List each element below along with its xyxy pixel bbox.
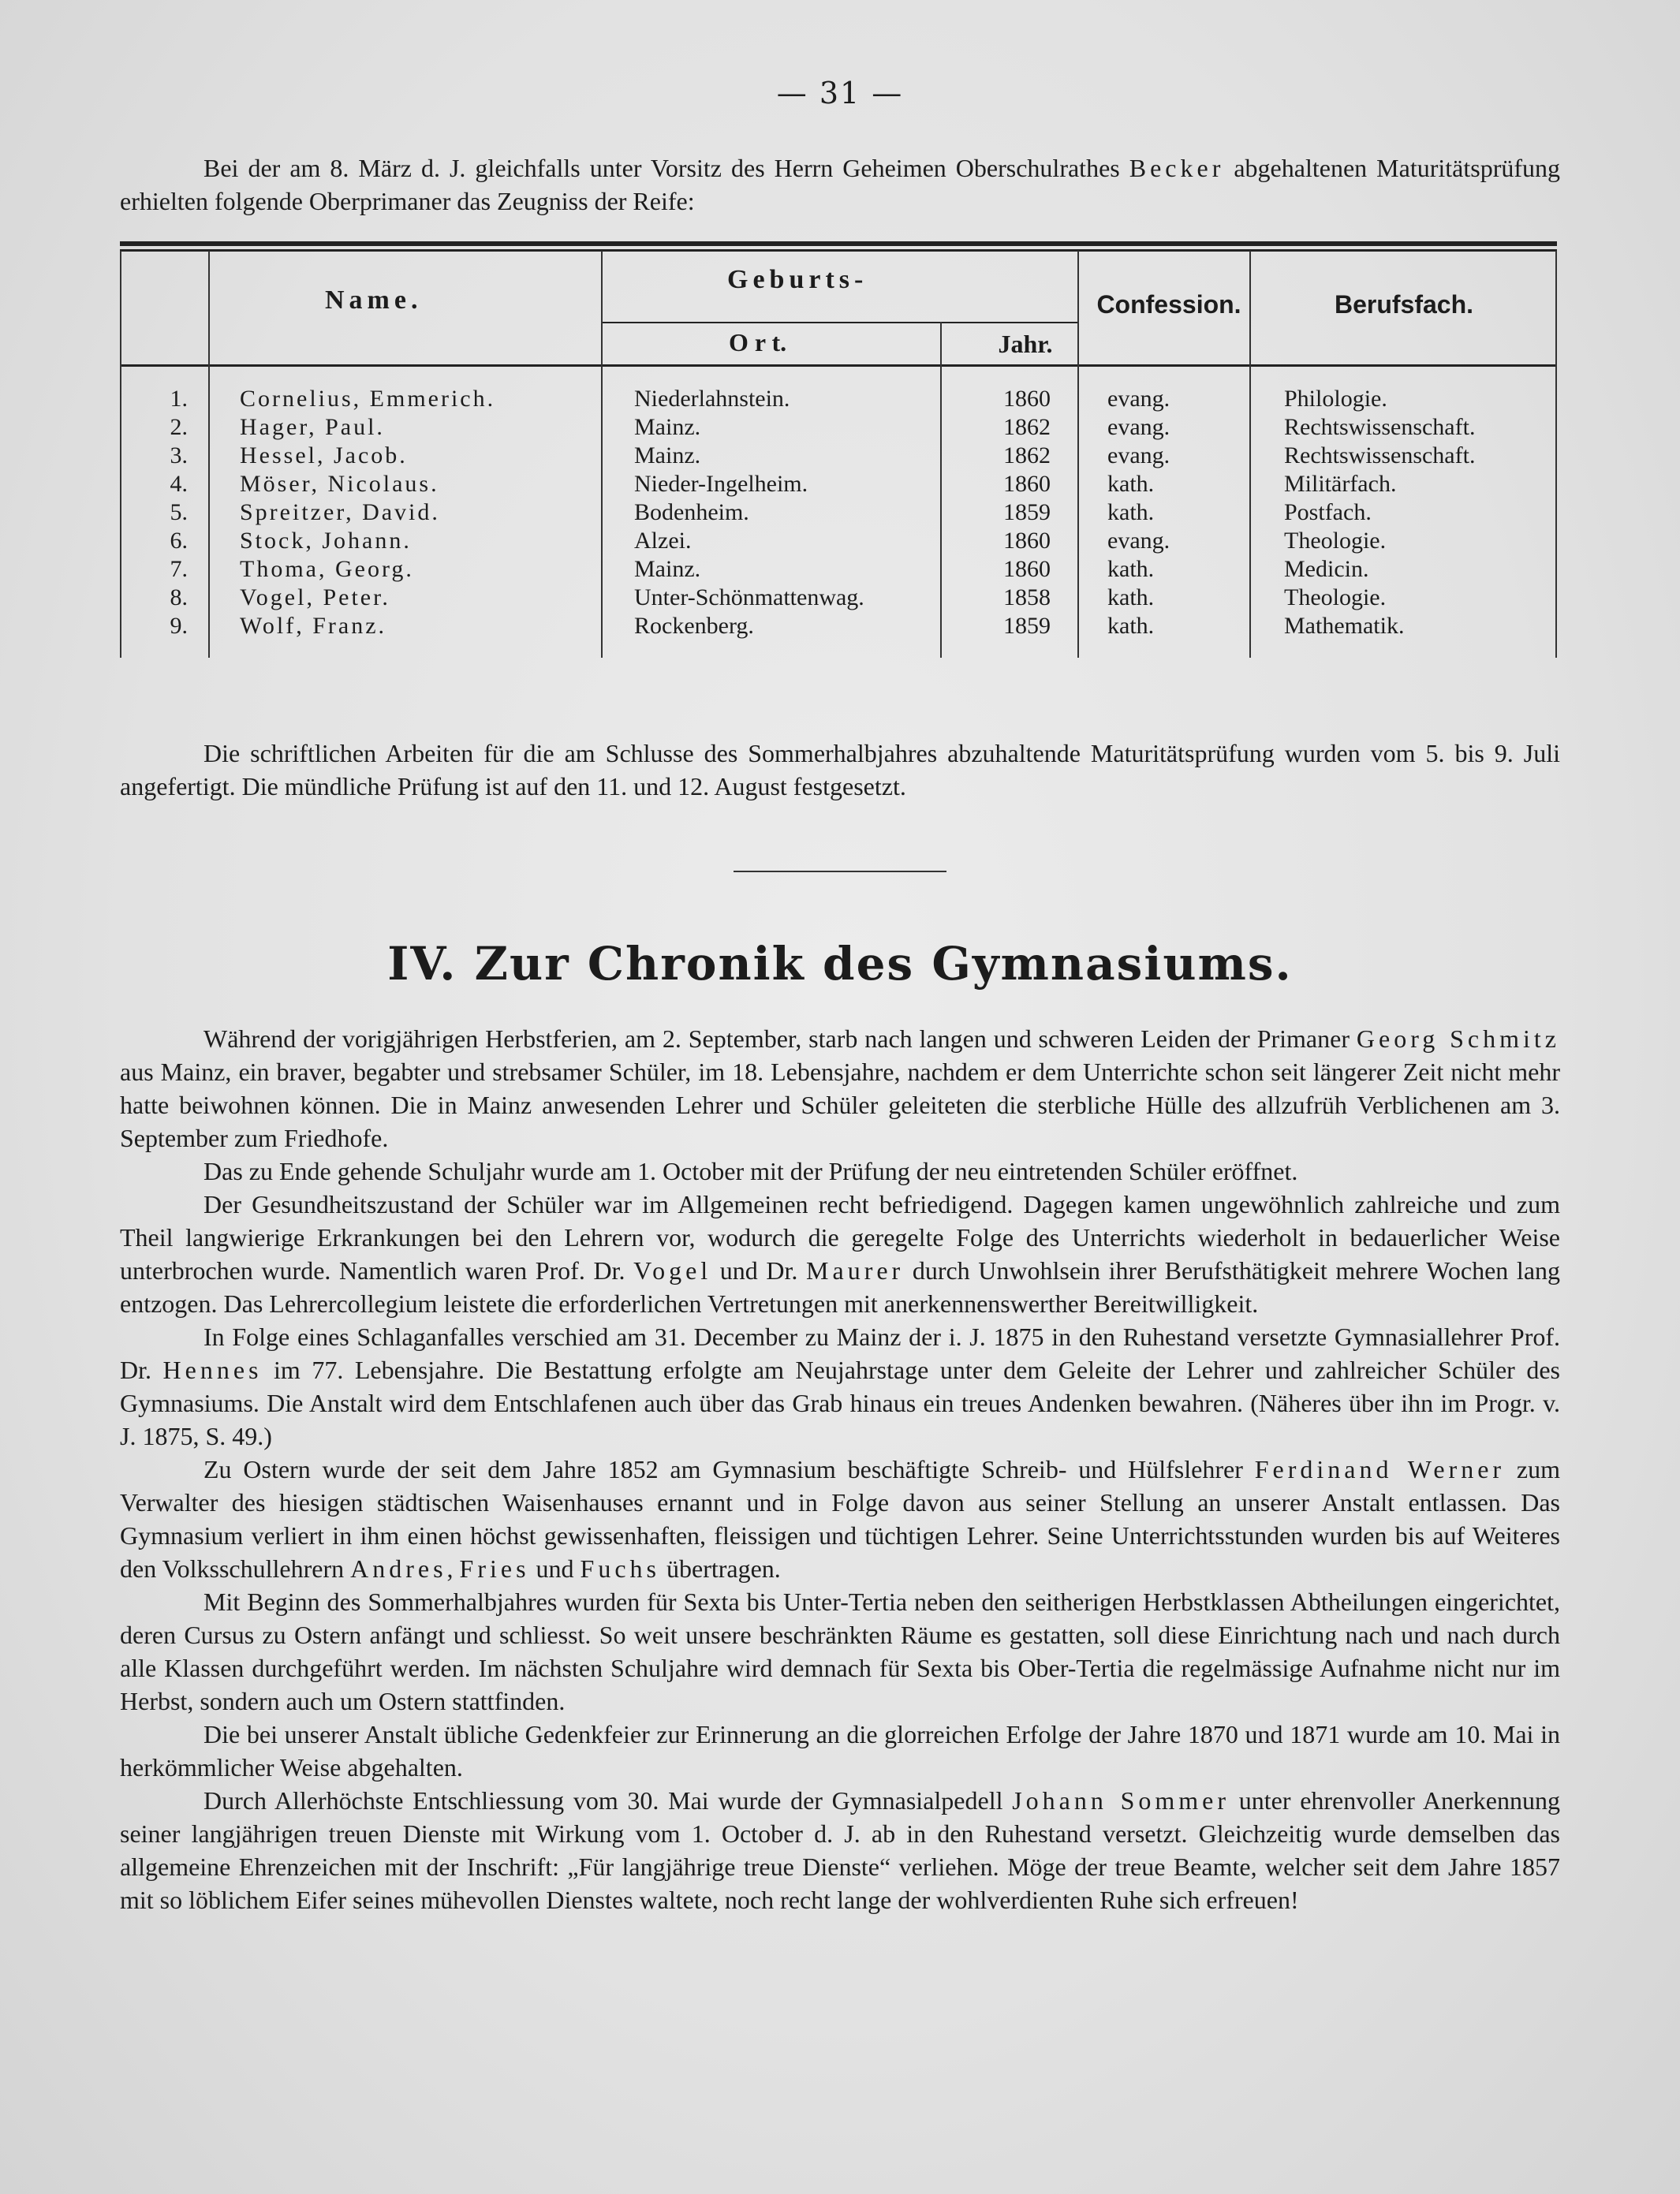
cell-berufsfach: Mathematik.: [1284, 613, 1405, 639]
cell-nr: 5.: [170, 499, 188, 525]
cell-berufsfach: Rechtswissenschaft.: [1284, 414, 1476, 440]
text: und: [529, 1554, 581, 1583]
cell-name: Thoma, Georg.: [240, 556, 414, 582]
header-geburts: Geburts-: [727, 265, 868, 294]
cell-ort: Alzei.: [634, 528, 692, 554]
header-berufsfach: Berufsfach.: [1334, 290, 1474, 319]
cell-jahr: 1859: [1003, 499, 1051, 525]
chronik-p2: Das zu Ende gehende Schuljahr wurde am 1. October mit der Prüfung der neu eintretenden Schüler eröffnet.: [203, 1157, 1298, 1185]
cell-jahr: 1860: [1003, 528, 1051, 554]
intro-text-2: abgehaltenen Maturitätsprüfung erhielten folgende Oberprimaner das Zeugniss der Reife:: [120, 154, 1561, 215]
text: Zu Ostern wurde der seit dem Jahre 1852 am Gymnasium beschäftigte Schreib- und Hülfslehrer: [203, 1455, 1255, 1483]
table-row: [120, 442, 1557, 470]
cell-ort: Niederlahnstein.: [634, 386, 790, 412]
cell-name: Cornelius, Emmerich.: [240, 386, 496, 412]
chronik-p1: [120, 1022, 1560, 1155]
cell-nr: 8.: [170, 584, 188, 610]
table-row: [120, 555, 1557, 584]
cell-name: Wolf, Franz.: [240, 613, 387, 639]
header-confession: Confession.: [1096, 290, 1241, 319]
cell-nr: 6.: [170, 528, 188, 554]
header-jahr: Jahr.: [998, 330, 1053, 358]
text: Während der vorigjährigen Herbstferien, am 2. September, starb nach langen und schweren Leiden der Primaner: [203, 1024, 1357, 1053]
cell-berufsfach: Rechtswissenschaft.: [1284, 442, 1476, 468]
cell-ort: Nieder-Ingelheim.: [634, 471, 808, 497]
name-fuchs: Fuchs: [580, 1554, 660, 1583]
table-row: [120, 470, 1557, 498]
chronik-body: [120, 1022, 1560, 1916]
cell-jahr: 1860: [1003, 386, 1051, 412]
text: Durch Allerhöchste Entschliessung vom 30. Mai wurde der Gymnasialpedell: [203, 1786, 1013, 1815]
cell-jahr: 1858: [1003, 584, 1051, 610]
name-ferdinand-werner: Ferdinand Werner: [1254, 1455, 1506, 1483]
cell-confession: evang.: [1107, 528, 1170, 554]
schriftlich-paragraph: [120, 737, 1560, 803]
cell-confession: kath.: [1107, 556, 1155, 582]
intro-text-1: Bei der am 8. März d. J. gleichfalls unter Vorsitz des Herrn Geheimen Oberschulrathes: [203, 154, 1129, 182]
page-number: — 31 —: [776, 76, 904, 110]
text: zum Verwalter des hiesigen städtischen Waisenhauses ernannt und in Folge davon aus seiner Stellung an unserer Anstalt entlassen. Das Gymnasium verliert in ihm einen höchst gewissenhaften, fleissigen und tüchtigen Lehrer. Seine Unterrichtsstunden wurden bis auf Weiteres den Volksschullehrern: [120, 1455, 1561, 1583]
text: In Folge eines Schlaganfalles verschied am 31. December zu Mainz der i. J. 1875 in den Ruhestand versetzte Gymnasiallehrer Prof. Dr.: [120, 1323, 1560, 1384]
intro-paragraph: [120, 151, 1560, 218]
cell-berufsfach: Postfach.: [1284, 499, 1372, 525]
cell-berufsfach: Medicin.: [1284, 556, 1369, 582]
cell-name: Vogel, Peter.: [240, 584, 390, 610]
cell-nr: 2.: [170, 414, 188, 440]
name-vogel: Vogel: [633, 1256, 712, 1285]
cell-confession: kath.: [1107, 584, 1155, 610]
table-row: [120, 584, 1557, 612]
cell-berufsfach: Theologie.: [1284, 528, 1387, 554]
cell-confession: evang.: [1107, 442, 1170, 468]
text: Der Gesundheitszustand der Schüler war im Allgemeinen recht befriedigend. Dagegen kamen ungewöhnlich zahlreiche und zum Theil langwierige Erkrankungen bei den Lehrern vor, wodurch die geregelte Folge des Unterrichts wiederholt in bedauerlicher Weise unterbrochen wurde. Namentlich waren Prof. Dr.: [120, 1190, 1560, 1285]
cell-ort: Mainz.: [634, 414, 701, 440]
table-header-rule: [120, 364, 1557, 367]
cell-confession: kath.: [1107, 471, 1155, 497]
cell-jahr: 1860: [1003, 556, 1051, 582]
name-fries: Fries: [459, 1554, 530, 1583]
maturity-table: [120, 241, 1557, 658]
cell-confession: kath.: [1107, 499, 1155, 525]
chronik-p4: [120, 1320, 1560, 1453]
cell-jahr: 1862: [1003, 442, 1051, 468]
table-row: [120, 498, 1557, 527]
cell-confession: evang.: [1107, 414, 1170, 440]
cell-ort: Mainz.: [634, 556, 701, 582]
cell-ort: Bodenheim.: [634, 499, 749, 525]
header-name: Name.: [325, 285, 423, 315]
table-top-rule-thin: [120, 249, 1557, 252]
intro-name-becker: Becker: [1129, 154, 1225, 182]
cell-jahr: 1859: [1003, 613, 1051, 639]
geburts-rule: [601, 322, 1077, 323]
cell-berufsfach: Theologie.: [1284, 584, 1387, 610]
cell-name: Spreitzer, David.: [240, 499, 440, 525]
header-ort: O r t.: [729, 328, 787, 356]
table-row: [120, 527, 1557, 555]
cell-nr: 7.: [170, 556, 188, 582]
text: aus Mainz, ein braver, begabter und strebsamer Schüler, im 18. Lebensjahre, nachdem er dem Unterrichte schon seit längerer Zeit nicht mehr hatte beiwohnen können. Die in Mainz anwesenden Lehrer und Schüler geleiteten die sterbliche Hülle des allzufrüh Verblichenen am 3. September zum Friedhofe.: [120, 1058, 1560, 1152]
chronik-p6: Mit Beginn des Sommerhalbjahres wurden für Sexta bis Unter-Tertia neben den seitherigen Herbstklassen Abtheilungen eingerichtet, deren Cursus zu Ostern anfängt und schliesst. So weit unsere beschränkten Räume es gestatten, soll diese Einrichtung nach und nach durch alle Klassen durchgeführt werden. Im nächsten Schuljahre wird demnach für Sexta bis Ober-Tertia die regelmässige Aufnahme nicht nur im Herbst, sondern auch um Ostern stattfinden.: [120, 1588, 1560, 1715]
name-andres: Andres: [350, 1554, 447, 1583]
name-georg-schmitz: Georg Schmitz: [1356, 1024, 1561, 1053]
cell-name: Stock, Johann.: [240, 528, 412, 554]
cell-nr: 9.: [170, 613, 188, 639]
cell-jahr: 1860: [1003, 471, 1051, 497]
cell-name: Möser, Nicolaus.: [240, 471, 439, 497]
cell-ort: Rockenberg.: [634, 613, 754, 639]
chronik-p5: [120, 1453, 1560, 1585]
cell-berufsfach: Philologie.: [1284, 386, 1387, 412]
cell-confession: kath.: [1107, 613, 1155, 639]
cell-jahr: 1862: [1003, 414, 1051, 440]
cell-name: Hessel, Jacob.: [240, 442, 408, 468]
text: durch Unwohlsein ihrer Berufsthätigkeit mehrere Wochen lang entzogen. Das Lehrercollegium leistete die erforderlichen Vertretungen mit anerkennenswerther Bereitwilligkeit.: [120, 1256, 1561, 1318]
text: im 77. Lebensjahre. Die Bestattung erfolgte am Neujahrstage unter dem Geleite der Lehrer und zahlreicher Schüler des Gymnasiums. Die Anstalt wird dem Entschlafenen auch über das Grab hinaus ein treues Andenken bewahren. (Näheres über ihn im Progr. v. J. 1875, S. 49.): [120, 1356, 1561, 1450]
chronik-p8: [120, 1784, 1560, 1916]
text: unter ehrenvoller Anerkennung seiner langjährigen treuen Dienste mit Wirkung vom 1. October d. J. ab in den Ruhestand versetzt. Gleichzeitig wurde demselben das allgemeine Ehrenzeichen mit der Inschrift: „Für langjährige treue Dienste“ verliehen. Möge der treue Beamte, welcher seit dem Jahre 1857 mit so löblichem Eifer seines mühevollen Dienstes waltete, noch recht lange der wohlverdienten Ruhe sich erfreuen!: [120, 1786, 1561, 1914]
name-maurer: Maurer: [806, 1256, 905, 1285]
section-title: IV. Zur Chronik des Gymnasiums.: [387, 937, 1293, 991]
cell-nr: 3.: [170, 442, 188, 468]
table-row: [120, 385, 1557, 413]
cell-nr: 4.: [170, 471, 188, 497]
cell-nr: 1.: [170, 386, 188, 412]
text: und Dr.: [711, 1256, 807, 1285]
cell-name: Hager, Paul.: [240, 414, 385, 440]
cell-berufsfach: Militärfach.: [1284, 471, 1397, 497]
table-row: [120, 413, 1557, 442]
cell-ort: Mainz.: [634, 442, 701, 468]
section-divider: [734, 871, 946, 872]
table-row: [120, 612, 1557, 640]
text: ,: [446, 1554, 460, 1583]
chronik-p3: [120, 1188, 1560, 1320]
name-johann-sommer: Johann Sommer: [1012, 1786, 1230, 1815]
text: übertragen.: [659, 1554, 781, 1583]
name-hennes: Hennes: [162, 1356, 263, 1384]
schriftlich-text: Die schriftlichen Arbeiten für die am Schlusse des Sommerhalbjahres abzuhaltende Maturitätsprüfung wurden vom 5. bis 9. Juli angefertigt. Die mündliche Prüfung ist auf den 11. und 12. August festgesetzt.: [120, 739, 1560, 800]
table-top-rule: [120, 241, 1557, 246]
cell-ort: Unter-Schönmattenwag.: [634, 584, 864, 610]
chronik-p7: Die bei unserer Anstalt übliche Gedenkfeier zur Erinnerung an die glorreichen Erfolge der Jahre 1870 und 1871 wurde am 10. Mai in herkömmlicher Weise abgehalten.: [120, 1720, 1560, 1782]
cell-confession: evang.: [1107, 386, 1170, 412]
